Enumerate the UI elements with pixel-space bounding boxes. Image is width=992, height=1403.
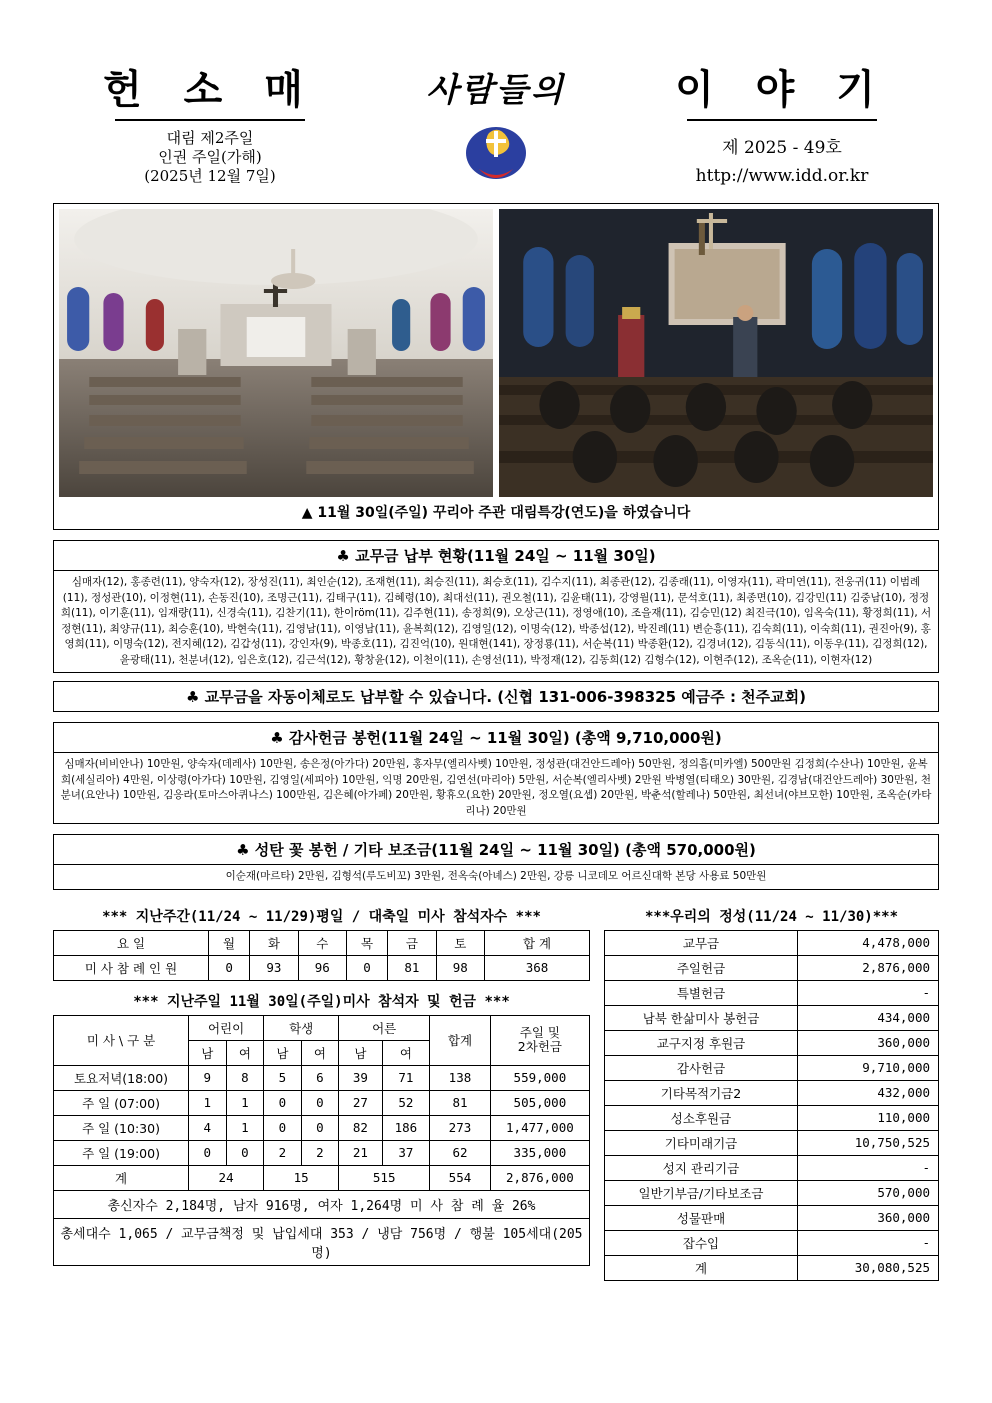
our-devotion-table <box>604 930 939 1281</box>
table-row <box>605 1055 939 1080</box>
cell: 0 <box>226 1140 264 1165</box>
devotion-value: 432,000 <box>798 1080 939 1105</box>
sunday-attendance-table <box>53 1015 590 1191</box>
th-adults: 어른 <box>339 1015 430 1040</box>
devotion-value: - <box>798 1230 939 1255</box>
cell: 2 <box>264 1140 302 1165</box>
title-underline <box>115 119 305 121</box>
weekday-row-label: 미 사 참 례 인 원 <box>54 955 209 980</box>
total-label: 계 <box>54 1165 189 1190</box>
cell: 37 <box>382 1140 430 1165</box>
devotion-value: 360,000 <box>798 1030 939 1055</box>
devotion-value: 2,876,000 <box>798 955 939 980</box>
cell: 0 <box>264 1115 302 1140</box>
cell: 8 <box>226 1065 264 1090</box>
lecture-hall-photo <box>499 209 933 497</box>
offering-status-body: 심매자(12), 홍종련(11), 양숙자(12), 장성진(11), 최인순(12), 조재현(11), 최승진(11), 최승호(11), 김수지(11), 최종관(12), 김종래(11), 이영자(11), 곽미연(11), 전웅귀(11) 이범례(11), 정성관(10), 이정현(11), 손동진(10), 조명근(11), 김태구(11), 김혜령(10), 최대선(11), 권오철(11), 김윤태(11), 강영월(11), 문석호(11), 최종면(10), 김강민(11) 김중남(10), 정정희(11), 이기훈(11), 임재량(11), 신경숙(11), 김찬기(11), 한이röm(11), 김주현(11), 송정희(9), 오상근(11), 정영애(10), 조을재(11), 김승민(12) 최진극(10), 임옥숙(11), 황정희(11), 서정현(11), 최양규(11), 최승훈(10), 박현숙(11), 김영남(11), 이영남(11), 윤복희(12), 김영일(12), 이명숙(12), 박종섭(12), 박진례(11) 변순흥(11), 김숙희(11), 이숙희(11), 권진아(9), 홍영희(11), 이명숙(12), 전지혜(12), 김갑성(11), 강인자(9), 박종호(11), 김진억(10), 원대현(141), 장정룡(11), 서순복(11) 박종환(12), 김경녀(12), 김동식(11), 이동우(11), 김정희(12), 윤광태(11), 천분녀(12), 임은호(12), 김근석(12), 황창윤(12), 이천이(11), 손영선(11), 박정재(12), 김동희(12) 김형수(12), 이현주(12), 조옥순(11), 이현자(12) <box>60 576 932 666</box>
th-student-f: 여 <box>301 1040 339 1065</box>
table-row <box>54 1065 590 1090</box>
weekday-fri: 81 <box>388 955 436 980</box>
masthead-center <box>366 58 626 189</box>
bulletin-title-left: 헌 소 매 <box>103 66 317 113</box>
table-row <box>54 955 590 980</box>
cell: 9 <box>189 1065 227 1090</box>
cell: 4 <box>189 1115 227 1140</box>
parish-stats-line-2: 총세대수 1,065 / 교무금책정 및 납입세대 353 / 냉담 756명 / 행불 105세대(205명) <box>53 1219 590 1266</box>
weekday-wed: 96 <box>298 955 346 980</box>
devotion-value: 9,710,000 <box>798 1055 939 1080</box>
th-tue: 화 <box>250 930 298 955</box>
devotion-value: - <box>798 980 939 1005</box>
photo-row <box>59 209 933 497</box>
table-row <box>605 1155 939 1180</box>
weekday-attendance-title: *** 지난주간(11/24 ~ 11/29)평일 / 대축일 미사 참석자수 *** <box>102 908 541 925</box>
cell: 5 <box>264 1065 302 1090</box>
weekday-attendance-table <box>53 930 590 981</box>
masthead-left <box>60 58 360 186</box>
masthead-right <box>632 58 932 186</box>
parish-logo-icon <box>459 123 533 189</box>
cell: 0 <box>301 1115 339 1140</box>
devotion-label: 일반기부금/기타보조금 <box>605 1180 798 1205</box>
th-students: 학생 <box>264 1015 339 1040</box>
th-total: 합 계 <box>485 930 590 955</box>
weekday-thu: 0 <box>346 955 387 980</box>
cell: 186 <box>382 1115 430 1140</box>
devotion-label: 특별헌금 <box>605 980 798 1005</box>
th-adult-f: 여 <box>382 1040 430 1065</box>
bottom-section <box>53 904 939 1281</box>
cell: 82 <box>339 1115 382 1140</box>
th-sum: 합계 <box>430 1015 491 1065</box>
total-sum: 554 <box>430 1165 491 1190</box>
cell: 1 <box>189 1090 227 1115</box>
cell: 39 <box>339 1065 382 1090</box>
table-total-row <box>605 1255 939 1280</box>
table-row <box>54 1140 590 1165</box>
church-interior-photo <box>59 209 493 497</box>
devotion-value: 360,000 <box>798 1205 939 1230</box>
parish-stats-line-1: 총신자수 2,184명, 남자 916명, 여자 1,264명 미 사 참 례 율 26% <box>53 1191 590 1219</box>
devotion-value: 434,000 <box>798 1005 939 1030</box>
cell: 1,477,000 <box>490 1115 589 1140</box>
christmas-offering-title: ♣ 성탄 꽃 봉헌 / 기타 보조금(11월 24일 ~ 11월 30일) (총액 570,000원) <box>54 835 938 865</box>
title-underline-right <box>687 119 877 121</box>
issue-number: 제 2025 - 49호 <box>722 138 842 158</box>
liturgy-line-2: 인권 주일(가해) <box>158 148 262 166</box>
spacer <box>53 981 590 989</box>
devotion-total-value: 30,080,525 <box>798 1255 939 1280</box>
thanks-offering-body: 심매자(비비안나) 10만원, 양숙자(데레사) 10만원, 송은정(아가다) 20만원, 홍자무(엘리사벳) 10만원, 정성관(대건안드레아) 50만원, 정의흠(미카엘) 500만원 김정희(수산나) 10만원, 윤복희(세실리아) 4만원, 이상령(아가다) 10만원, 김영일(세피아) 10만원, 익명 20만원, 김연선(마리아) 5만원, 서순복(엘리사벳) 2만원 박병열(티태오) 30만원, 김경남(대건안드레아) 30만원, 천분녀(요안나) 10만원, 김응라(토마스아퀴나스) 100만원, 김은혜(아가페) 20만원, 황휴오(요한) 20만원, 정오열(요셉) 20만원, 박춘석(할레나) 50만원, 최선녀(야브모한) 10만원, 조옥순(카타리나) 20만원 <box>60 758 932 817</box>
cell: 1 <box>226 1115 264 1140</box>
christmas-offering-section <box>53 834 939 890</box>
th-wed: 수 <box>298 930 346 955</box>
th-day: 요 일 <box>54 930 209 955</box>
table-row <box>605 1105 939 1130</box>
cell: 71 <box>382 1065 430 1090</box>
thanks-offering-title: ♣ 감사헌금 봉헌(11월 24일 ~ 11월 30일) (총액 9,710,000원) <box>54 723 938 753</box>
thanks-offering-section <box>53 722 939 824</box>
weekday-tue: 93 <box>250 955 298 980</box>
mass-label: 주 일 (19:00) <box>54 1140 189 1165</box>
cell: 6 <box>301 1065 339 1090</box>
table-total-row <box>54 1165 590 1190</box>
devotion-label: 남북 한삶미사 봉헌금 <box>605 1005 798 1030</box>
devotion-label: 성물판매 <box>605 1205 798 1230</box>
table-row <box>605 1130 939 1155</box>
total-children: 24 <box>189 1165 264 1190</box>
bulletin-title-center: 사람들의 <box>426 70 566 109</box>
table-row <box>605 1080 939 1105</box>
devotion-label: 주일헌금 <box>605 955 798 980</box>
our-devotion-title: ***우리의 정성(11/24 ~ 11/30)*** <box>644 908 899 925</box>
table-row <box>54 1115 590 1140</box>
offering-status-section <box>53 540 939 673</box>
table-row <box>605 1030 939 1055</box>
photo-caption: ▲ 11월 30일(주일) 꾸리아 주관 대림특강(연도)을 하였습니다 <box>301 505 691 521</box>
cell: 52 <box>382 1090 430 1115</box>
table-row <box>605 980 939 1005</box>
th-thu: 목 <box>346 930 387 955</box>
mass-label: 주 일 (10:30) <box>54 1115 189 1140</box>
devotion-value: 570,000 <box>798 1180 939 1205</box>
devotion-value: 4,478,000 <box>798 930 939 955</box>
th-adult-m: 남 <box>339 1040 382 1065</box>
attendance-column <box>53 904 590 1281</box>
liturgy-line-1: 대림 제2주일 <box>166 129 254 147</box>
devotion-label: 성지 관리기금 <box>605 1155 798 1180</box>
weekday-total: 368 <box>485 955 590 980</box>
autotransfer-notice: ♣ 교무금을 자동이체로도 납부할 수 있습니다. (신협 131-006-398325 예금주 : 천주교회) <box>53 681 939 712</box>
devotion-label: 감사헌금 <box>605 1055 798 1080</box>
th-child-m: 남 <box>189 1040 227 1065</box>
christmas-offering-body: 이순재(마르타) 2만원, 김형석(루도비꼬) 3만원, 전옥숙(아녜스) 2만원, 강릉 니코데모 어르신대학 본당 사용료 50만원 <box>225 870 767 882</box>
cell: 273 <box>430 1115 491 1140</box>
total-students: 15 <box>264 1165 339 1190</box>
cell: 0 <box>264 1090 302 1115</box>
th-mon: 월 <box>209 930 250 955</box>
parish-url[interactable]: http://www.idd.or.kr <box>695 166 869 186</box>
devotion-label: 교구지정 후원금 <box>605 1030 798 1055</box>
table-row <box>605 955 939 980</box>
cell: 2 <box>301 1140 339 1165</box>
devotion-label: 기타미래기금 <box>605 1130 798 1155</box>
th-fri: 금 <box>388 930 436 955</box>
cell: 0 <box>301 1090 339 1115</box>
devotion-label: 잡수입 <box>605 1230 798 1255</box>
mass-label: 주 일 (07:00) <box>54 1090 189 1115</box>
devotion-value: 10,750,525 <box>798 1130 939 1155</box>
cell: 505,000 <box>490 1090 589 1115</box>
weekday-sat: 98 <box>436 955 484 980</box>
table-row <box>605 1205 939 1230</box>
cell: 81 <box>430 1090 491 1115</box>
photo-section <box>53 203 939 530</box>
th-sat: 토 <box>436 930 484 955</box>
masthead <box>0 0 992 189</box>
devotion-label: 기타목적기금2 <box>605 1080 798 1105</box>
total-adults: 515 <box>339 1165 430 1190</box>
table-header-row <box>54 930 590 955</box>
mass-label: 토요저녁(18:00) <box>54 1065 189 1090</box>
th-student-m: 남 <box>264 1040 302 1065</box>
weekday-mon: 0 <box>209 955 250 980</box>
cell: 27 <box>339 1090 382 1115</box>
devotion-label: 교무금 <box>605 930 798 955</box>
bulletin-title-right: 이 야 기 <box>675 66 889 113</box>
th-children: 어린이 <box>189 1015 264 1040</box>
table-row <box>605 1180 939 1205</box>
th-offering-line1: 주일 및 <box>519 1025 560 1040</box>
cell: 1 <box>226 1090 264 1115</box>
devotion-value: 110,000 <box>798 1105 939 1130</box>
cell: 138 <box>430 1065 491 1090</box>
table-header-row <box>54 1015 590 1040</box>
cell: 62 <box>430 1140 491 1165</box>
devotion-label: 성소후원금 <box>605 1105 798 1130</box>
table-row <box>605 1005 939 1030</box>
sunday-attendance-title: *** 지난주일 11월 30일(주일)미사 참석자 및 헌금 *** <box>133 993 510 1010</box>
table-row <box>605 930 939 955</box>
cell: 335,000 <box>490 1140 589 1165</box>
cell: 0 <box>189 1140 227 1165</box>
th-offering-line2: 2차헌금 <box>517 1039 562 1054</box>
devotion-value: - <box>798 1155 939 1180</box>
liturgy-date: (2025년 12월 7일) <box>144 167 276 185</box>
cell: 559,000 <box>490 1065 589 1090</box>
table-row <box>605 1230 939 1255</box>
th-child-f: 여 <box>226 1040 264 1065</box>
devotion-column <box>604 904 939 1281</box>
table-row <box>54 1090 590 1115</box>
th-mass-category: 미 사 \ 구 분 <box>54 1015 189 1065</box>
cell: 21 <box>339 1140 382 1165</box>
total-offering: 2,876,000 <box>490 1165 589 1190</box>
offering-status-title: ♣ 교무금 납부 현황(11월 24일 ~ 11월 30일) <box>54 541 938 571</box>
devotion-total-label: 계 <box>605 1255 798 1280</box>
